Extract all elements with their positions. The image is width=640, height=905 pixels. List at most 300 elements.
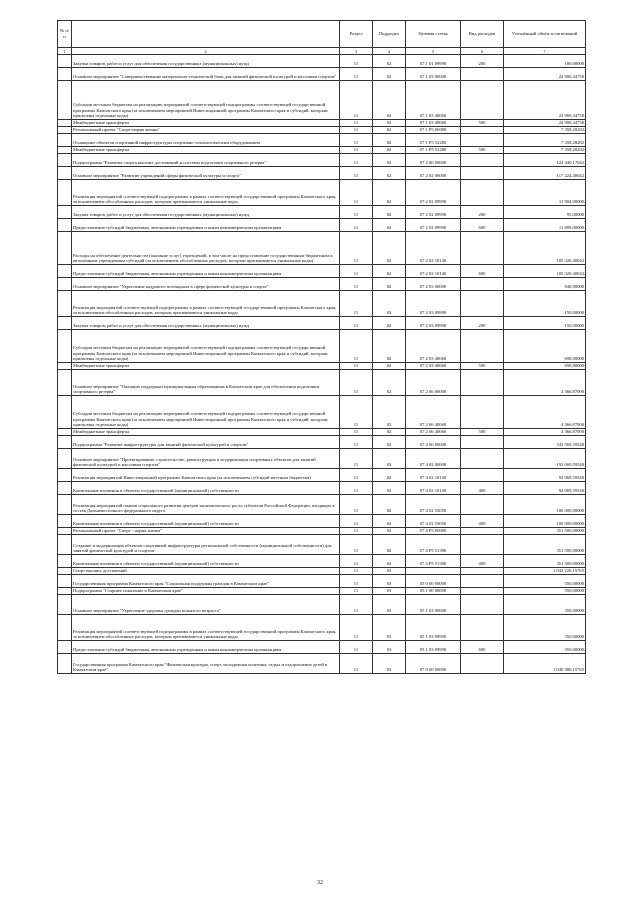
cell-expense-type — [461, 449, 504, 469]
cell-number — [58, 396, 72, 429]
cell-amount: 350,00000 — [504, 575, 586, 588]
cell-expense-type: 400 — [461, 515, 504, 528]
table-row — [58, 555, 586, 568]
cell-section: 11 — [340, 147, 373, 154]
cell-amount: 698,90000 — [504, 330, 586, 363]
cell-target-article: 07 4 02 10130 — [406, 482, 461, 495]
cell-name: Капитальные вложения в объекты государственной (муниципальной) собственности — [72, 482, 340, 495]
cell-target-article: 07 4 P5 51390 — [406, 555, 461, 568]
cell-number — [58, 180, 72, 206]
cell-amount: 22 900,44758 — [504, 68, 586, 81]
cell-amount: 350,00000 — [504, 595, 586, 615]
cell-name: Подпрограмма "Старшее поколение в Камчатском крае" — [72, 588, 340, 595]
cell-name: Создание и модернизация объектов спортивной инфраструктуры региональной собственности (муниципальной собственности) для занятий физической культурой и спортом — [72, 535, 340, 555]
cell-name: Капитальные вложения в объекты государственной (муниципальной) собственности — [72, 555, 340, 568]
cell-subsection: 03 — [373, 654, 406, 674]
cell-name: Межбюджетные трансферты — [72, 120, 340, 127]
cell-target-article: 07 2 06 00000 — [406, 370, 461, 396]
cell-expense-type — [461, 654, 504, 674]
cell-expense-type — [461, 278, 504, 291]
cell-section: 11 — [340, 265, 373, 278]
cell-expense-type: 600 — [461, 219, 504, 232]
cell-expense-type — [461, 81, 504, 120]
cell-amount: 11 904,00000 — [504, 180, 586, 206]
cell-subsection: 02 — [373, 535, 406, 555]
cell-number — [58, 167, 72, 180]
cell-subsection: 02 — [373, 147, 406, 154]
cell-expense-type: 600 — [461, 265, 504, 278]
cell-section: 11 — [340, 370, 373, 396]
cell-number — [58, 436, 72, 449]
cell-subsection: 02 — [373, 167, 406, 180]
column-number: 1 — [58, 48, 72, 55]
cell-expense-type — [461, 291, 504, 317]
cell-expense-type — [461, 575, 504, 588]
header-target-article: Целевая статья — [406, 21, 461, 48]
cell-name: Основное мероприятие "Развитие учреждений сферы физической культуры и спорта" — [72, 167, 340, 180]
column-number: 7 — [504, 48, 586, 55]
cell-section: 11 — [340, 330, 373, 363]
table-row — [58, 641, 586, 654]
cell-number — [58, 81, 72, 120]
cell-name: Предоставление субсидий бюджетным, автономным учреждениям и иным некоммерческим организациям — [72, 641, 340, 654]
table-row — [58, 219, 586, 232]
cell-name: Реализация мероприятий Инвестиционной программы Камчатского края (за исключением субсидий местным бюджетам) — [72, 469, 340, 482]
cell-target-article: 07 4 P5 51390 — [406, 535, 461, 555]
cell-section: 11 — [340, 396, 373, 429]
cell-subsection: 03 — [373, 615, 406, 641]
table-row — [58, 575, 586, 588]
cell-section: 11 — [340, 615, 373, 641]
cell-section: 11 — [340, 206, 373, 219]
cell-number — [58, 219, 72, 232]
header-name — [72, 21, 340, 48]
cell-expense-type: 500 — [461, 429, 504, 436]
cell-amount: 1 042 226,15765 — [504, 568, 586, 575]
cell-target-article: 05 1 00 00000 — [406, 588, 461, 595]
cell-name: Реализация мероприятий соответствующей подпрограммы в рамках соответствующей государственной программы Камчатского края, за исключением обособленных расходов, которым присваиваются уникальные коды — [72, 180, 340, 206]
table-row — [58, 396, 586, 429]
cell-subsection: 02 — [373, 317, 406, 330]
cell-name: Подпрограмма "Развитие спорта высших достижений и системы подготовки спортивного резерва" — [72, 154, 340, 167]
cell-name: Подпрограмма "Развитие инфраструктуры для занятий физической культурой и спортом" — [72, 436, 340, 449]
cell-expense-type: 200 — [461, 206, 504, 219]
cell-amount: 100 000,00000 — [504, 515, 586, 528]
cell-target-article: 05 1 03 09990 — [406, 641, 461, 654]
cell-section: 11 — [340, 291, 373, 317]
cell-expense-type — [461, 528, 504, 535]
column-number: 5 — [406, 48, 461, 55]
table-row — [58, 482, 586, 495]
cell-subsection: 02 — [373, 55, 406, 68]
cell-amount: 351 500,00000 — [504, 535, 586, 555]
cell-expense-type: 400 — [461, 482, 504, 495]
table-row — [58, 654, 586, 674]
table-row — [58, 232, 586, 265]
cell-target-article: 05 1 03 09990 — [406, 615, 461, 641]
cell-amount: 105 320,40042 — [504, 232, 586, 265]
cell-name: Расходы на обеспечение деятельности (оказание услуг) учреждений, в том числе на предоставление государственным бюджетным и автономным учреждениям субсидий (за исключением обособленных расходов, которым присваиваются уникальные коды) — [72, 232, 340, 265]
cell-subsection: 03 — [373, 588, 406, 595]
cell-section: 11 — [340, 515, 373, 528]
cell-subsection: 02 — [373, 363, 406, 370]
cell-name: Закупка товаров, работ и услуг для обеспечения государственных (муниципальных) нужд — [72, 55, 340, 68]
cell-name: Оснащение объектов спортивной инфраструктуры спортивно-технологическим оборудованием — [72, 134, 340, 147]
cell-subsection: 02 — [373, 495, 406, 515]
cell-number — [58, 55, 72, 68]
cell-amount: 150,00000 — [504, 291, 586, 317]
cell-name: Основное мероприятие "Укрепление кадрового потенциала в сфере физической культуры и спорта" — [72, 278, 340, 291]
cell-expense-type — [461, 180, 504, 206]
cell-name: Межбюджетные трансферты — [72, 147, 340, 154]
cell-section: 11 — [340, 55, 373, 68]
cell-name: Субсидии местным бюджетам на реализацию мероприятий соответствующей подпрограммы соответствующей государственной программы Камчатского края (за исключением мероприятий Инвестиционной программы Камчатского края и субсидий, которым присвоены отдельные коды) — [72, 81, 340, 120]
cell-target-article: 07 1 03 40060 — [406, 120, 461, 127]
cell-name: Закупка товаров, работ и услуг для обеспечения государственных (муниципальных) нужд — [72, 317, 340, 330]
table-row — [58, 588, 586, 595]
cell-section: 11 — [340, 588, 373, 595]
table-row — [58, 449, 586, 469]
table-row — [58, 568, 586, 575]
table-row — [58, 528, 586, 535]
cell-name: Основное мероприятие "Укрепление здоровья граждан пожилого возраста" — [72, 595, 340, 615]
cell-section: 11 — [340, 595, 373, 615]
cell-subsection: 02 — [373, 429, 406, 436]
cell-expense-type — [461, 167, 504, 180]
cell-name: Предоставление субсидий бюджетным, автономным учреждениям и иным некоммерческим организациям — [72, 219, 340, 232]
cell-name: Закупка товаров, работ и услуг для обеспечения государственных (муниципальных) нужд — [72, 206, 340, 219]
header-number: № п/п — [58, 21, 72, 48]
cell-expense-type — [461, 396, 504, 429]
cell-section: 11 — [340, 120, 373, 127]
cell-section: 11 — [340, 219, 373, 232]
cell-number — [58, 134, 72, 147]
table-row — [58, 68, 586, 81]
table-body — [58, 55, 586, 674]
cell-target-article: 07 2 00 00000 — [406, 154, 461, 167]
cell-section: 11 — [340, 127, 373, 134]
cell-subsection: 02 — [373, 68, 406, 81]
cell-subsection: 03 — [373, 595, 406, 615]
cell-number — [58, 147, 72, 154]
cell-target-article: 07 2 03 09990 — [406, 291, 461, 317]
cell-section: 11 — [340, 654, 373, 674]
cell-section: 11 — [340, 568, 373, 575]
cell-target-article: 07 1 03 40060 — [406, 81, 461, 120]
table-row — [58, 330, 586, 363]
cell-section: 11 — [340, 134, 373, 147]
table-row — [58, 167, 586, 180]
cell-subsection: 02 — [373, 278, 406, 291]
cell-expense-type — [461, 134, 504, 147]
cell-expense-type — [461, 615, 504, 641]
cell-amount: 4 366,87000 — [504, 396, 586, 429]
cell-section: 11 — [340, 180, 373, 206]
cell-subsection: 02 — [373, 120, 406, 127]
cell-target-article: 07 1 01 09990 — [406, 55, 461, 68]
cell-section: 11 — [340, 154, 373, 167]
cell-section: 11 — [340, 81, 373, 120]
cell-section: 11 — [340, 469, 373, 482]
cell-subsection: 02 — [373, 449, 406, 469]
cell-expense-type: 500 — [461, 363, 504, 370]
cell-name: Капитальные вложения в объекты государственной (муниципальной) собственности — [72, 515, 340, 528]
cell-amount: 350,00000 — [504, 588, 586, 595]
cell-name: Межбюджетные трансферты — [72, 429, 340, 436]
cell-section: 11 — [340, 641, 373, 654]
cell-number — [58, 429, 72, 436]
cell-name: Государственная программа Камчатского края "Физическая культура, спорт, молодежная политика, отдых и оздоровление детей в Камчатском крае" — [72, 654, 340, 674]
table-row — [58, 55, 586, 68]
cell-name: Предоставление субсидий бюджетным, автономным учреждениям и иным некоммерческим организациям — [72, 265, 340, 278]
cell-amount: 4 366,87000 — [504, 370, 586, 396]
table-row — [58, 265, 586, 278]
table-row — [58, 363, 586, 370]
cell-subsection: 02 — [373, 482, 406, 495]
cell-number — [58, 641, 72, 654]
cell-subsection: 02 — [373, 555, 406, 568]
cell-amount: 7 358,28282 — [504, 127, 586, 134]
cell-section: 11 — [340, 232, 373, 265]
cell-number — [58, 127, 72, 134]
cell-target-article: 07 4 02 55050 — [406, 495, 461, 515]
table-row — [58, 134, 586, 147]
cell-subsection: 03 — [373, 568, 406, 575]
cell-name: Государственная программа Камчатского края "Социальная поддержка граждан в Камчатском крае" — [72, 575, 340, 588]
cell-amount: 698,90000 — [504, 363, 586, 370]
cell-number — [58, 330, 72, 363]
cell-expense-type: 500 — [461, 120, 504, 127]
cell-name: Основное мероприятие "Оказание поддержки муниципальным образованиям в Камчатском крае для обеспечения подготовки спортивного резерва" — [72, 370, 340, 396]
table-row — [58, 595, 586, 615]
table-row — [58, 291, 586, 317]
cell-subsection: 02 — [373, 219, 406, 232]
cell-expense-type: 200 — [461, 55, 504, 68]
cell-expense-type — [461, 595, 504, 615]
cell-subsection: 02 — [373, 154, 406, 167]
cell-section: 11 — [340, 436, 373, 449]
cell-number — [58, 654, 72, 674]
cell-amount: 95,00000 — [504, 206, 586, 219]
cell-section: 11 — [340, 482, 373, 495]
cell-expense-type: 600 — [461, 641, 504, 654]
cell-target-article: 07 1 P5 52280 — [406, 134, 461, 147]
cell-target-article: 07 2 03 09990 — [406, 317, 461, 330]
cell-name: Реализация мероприятий планов социального развития центров экономического роста субъектов Российской Федерации, входящих в состав Дальневосточного федерального округа — [72, 495, 340, 515]
cell-amount: 350,00000 — [504, 641, 586, 654]
cell-expense-type — [461, 436, 504, 449]
cell-amount: 543 569,59540 — [504, 436, 586, 449]
cell-section: 11 — [340, 278, 373, 291]
cell-expense-type — [461, 370, 504, 396]
column-number: 3 — [340, 48, 373, 55]
cell-subsection: 03 — [373, 575, 406, 588]
cell-amount: 7 358,28282 — [504, 134, 586, 147]
table-row — [58, 278, 586, 291]
column-number: 2 — [72, 48, 340, 55]
page-number: 32 — [317, 880, 323, 886]
table-row — [58, 317, 586, 330]
cell-number — [58, 595, 72, 615]
cell-target-article: 07 2 06 40060 — [406, 429, 461, 436]
cell-number — [58, 68, 72, 81]
cell-subsection: 03 — [373, 641, 406, 654]
cell-amount: 848,90000 — [504, 278, 586, 291]
cell-name: Спорт высших достижений — [72, 568, 340, 575]
cell-target-article: 07 4 02 55050 — [406, 515, 461, 528]
header-amount: Уточнённый объём ассигнований — [504, 21, 586, 48]
cell-subsection: 02 — [373, 232, 406, 265]
cell-target-article: 07 2 06 40060 — [406, 396, 461, 429]
cell-number — [58, 363, 72, 370]
cell-number — [58, 206, 72, 219]
cell-section: 11 — [340, 363, 373, 370]
cell-expense-type — [461, 154, 504, 167]
cell-amount: 122 440,17042 — [504, 154, 586, 167]
cell-name: Основное мероприятие "Проектирование, строительство, реконструкция и модернизация спортивных объектов для занятий физической культурой и массовым спортом" — [72, 449, 340, 469]
cell-section: 11 — [340, 429, 373, 436]
cell-number — [58, 370, 72, 396]
cell-number — [58, 120, 72, 127]
cell-amount: 4 366,87000 — [504, 429, 586, 436]
cell-subsection: 02 — [373, 206, 406, 219]
cell-subsection: 02 — [373, 528, 406, 535]
table-row — [58, 515, 586, 528]
cell-target-article: 07 2 03 40060 — [406, 363, 461, 370]
cell-amount: 351 500,00000 — [504, 528, 586, 535]
cell-subsection: 02 — [373, 515, 406, 528]
cell-target-article: 07 2 02 09990 — [406, 206, 461, 219]
cell-subsection: 02 — [373, 436, 406, 449]
cell-section: 11 — [340, 575, 373, 588]
cell-target-article: 07 2 02 10140 — [406, 265, 461, 278]
cell-target-article: 07 0 00 00000 — [406, 654, 461, 674]
cell-name: Субсидии местным бюджетам на реализацию мероприятий соответствующей подпрограммы соответствующей государственной программы Камчатского края (за исключением мероприятий Инвестиционной программы Камчатского края и субсидий, которым присвоены отдельные коды) — [72, 330, 340, 363]
cell-subsection: 02 — [373, 134, 406, 147]
cell-amount: 100 000,00000 — [504, 495, 586, 515]
cell-target-article: 07 4 02 00000 — [406, 449, 461, 469]
cell-amount: 22 900,44758 — [504, 120, 586, 127]
cell-target-article: 07 1 P5 00000 — [406, 127, 461, 134]
cell-target-article: 07 2 03 40060 — [406, 330, 461, 363]
cell-target-article — [406, 568, 461, 575]
cell-number — [58, 568, 72, 575]
cell-amount: 92 069,59540 — [504, 482, 586, 495]
header-subsection: Подраздел — [373, 21, 406, 48]
cell-number — [58, 469, 72, 482]
cell-amount: 105 320,40042 — [504, 265, 586, 278]
cell-expense-type: 500 — [461, 147, 504, 154]
header-section: Раздел — [340, 21, 373, 48]
budget-table — [57, 20, 586, 674]
cell-amount: 192 069,59540 — [504, 449, 586, 469]
cell-amount: 7 358,28282 — [504, 147, 586, 154]
cell-amount: 117 224,40042 — [504, 167, 586, 180]
column-number: 6 — [461, 48, 504, 55]
table-header-row — [58, 21, 586, 48]
document-page — [57, 20, 585, 674]
cell-target-article: 07 2 02 09990 — [406, 219, 461, 232]
table-row — [58, 615, 586, 641]
cell-amount: 351 500,00000 — [504, 555, 586, 568]
table-row — [58, 180, 586, 206]
cell-name: Основное мероприятие "Совершенствование материально-технической базы для занятий физической культурой и массовым спортом" — [72, 68, 340, 81]
cell-subsection: 02 — [373, 469, 406, 482]
cell-section: 11 — [340, 68, 373, 81]
cell-section: 11 — [340, 535, 373, 555]
cell-number — [58, 291, 72, 317]
cell-expense-type — [461, 588, 504, 595]
cell-expense-type — [461, 495, 504, 515]
cell-name: Межбюджетные трансферты — [72, 363, 340, 370]
cell-number — [58, 575, 72, 588]
cell-expense-type — [461, 469, 504, 482]
cell-expense-type — [461, 330, 504, 363]
cell-expense-type — [461, 232, 504, 265]
cell-subsection: 02 — [373, 370, 406, 396]
cell-subsection: 02 — [373, 127, 406, 134]
cell-expense-type — [461, 68, 504, 81]
table-row — [58, 370, 586, 396]
cell-section: 11 — [340, 555, 373, 568]
cell-name: Региональный проект "Спорт - норма жизни" — [72, 528, 340, 535]
table-row — [58, 429, 586, 436]
cell-subsection: 02 — [373, 265, 406, 278]
column-number-row — [58, 48, 586, 55]
cell-expense-type: 200 — [461, 317, 504, 330]
cell-target-article: 07 2 02 09990 — [406, 180, 461, 206]
cell-number — [58, 495, 72, 515]
cell-target-article: 07 4 00 00000 — [406, 436, 461, 449]
cell-name: Региональный проект "Спорт-норма жизни" — [72, 127, 340, 134]
table-row — [58, 495, 586, 515]
cell-number — [58, 278, 72, 291]
cell-expense-type — [461, 535, 504, 555]
cell-subsection: 02 — [373, 291, 406, 317]
cell-section: 11 — [340, 449, 373, 469]
cell-amount: 11 809,00000 — [504, 219, 586, 232]
cell-subsection: 02 — [373, 396, 406, 429]
cell-number — [58, 615, 72, 641]
table-row — [58, 120, 586, 127]
table-row — [58, 436, 586, 449]
cell-subsection: 02 — [373, 81, 406, 120]
cell-number — [58, 515, 72, 528]
table-row — [58, 469, 586, 482]
header-expense-type: Вид расходов — [461, 21, 504, 48]
cell-number — [58, 449, 72, 469]
table-row — [58, 81, 586, 120]
cell-number — [58, 317, 72, 330]
table-row — [58, 127, 586, 134]
column-number: 4 — [373, 48, 406, 55]
cell-target-article: 07 1 P5 52280 — [406, 147, 461, 154]
cell-subsection: 02 — [373, 180, 406, 206]
cell-amount: 1 040 986,15765 — [504, 654, 586, 674]
table-row — [58, 535, 586, 555]
cell-target-article: 05 0 00 00000 — [406, 575, 461, 588]
table-row — [58, 147, 586, 154]
cell-target-article: 07 4 02 10130 — [406, 469, 461, 482]
cell-amount: 150,00000 — [504, 317, 586, 330]
cell-name: Реализация мероприятий соответствующей подпрограммы в рамках соответствующей государственной программы Камчатского края, за исключением обособленных расходов, которым присваиваются уникальные коды — [72, 615, 340, 641]
cell-expense-type — [461, 568, 504, 575]
cell-section: 11 — [340, 167, 373, 180]
cell-name: Реализация мероприятий соответствующей подпрограммы в рамках соответствующей государственной программы Камчатского края, за исключением обособленных расходов, которым присваиваются уникальные коды — [72, 291, 340, 317]
cell-amount: 100,00000 — [504, 55, 586, 68]
cell-name: Субсидии местным бюджетам на реализацию мероприятий соответствующей подпрограммы соответствующей государственной программы Камчатского края (за исключением мероприятий Инвестиционной программы Камчатского края и субсидий, которым присвоены отдельные коды) — [72, 396, 340, 429]
table-row — [58, 154, 586, 167]
